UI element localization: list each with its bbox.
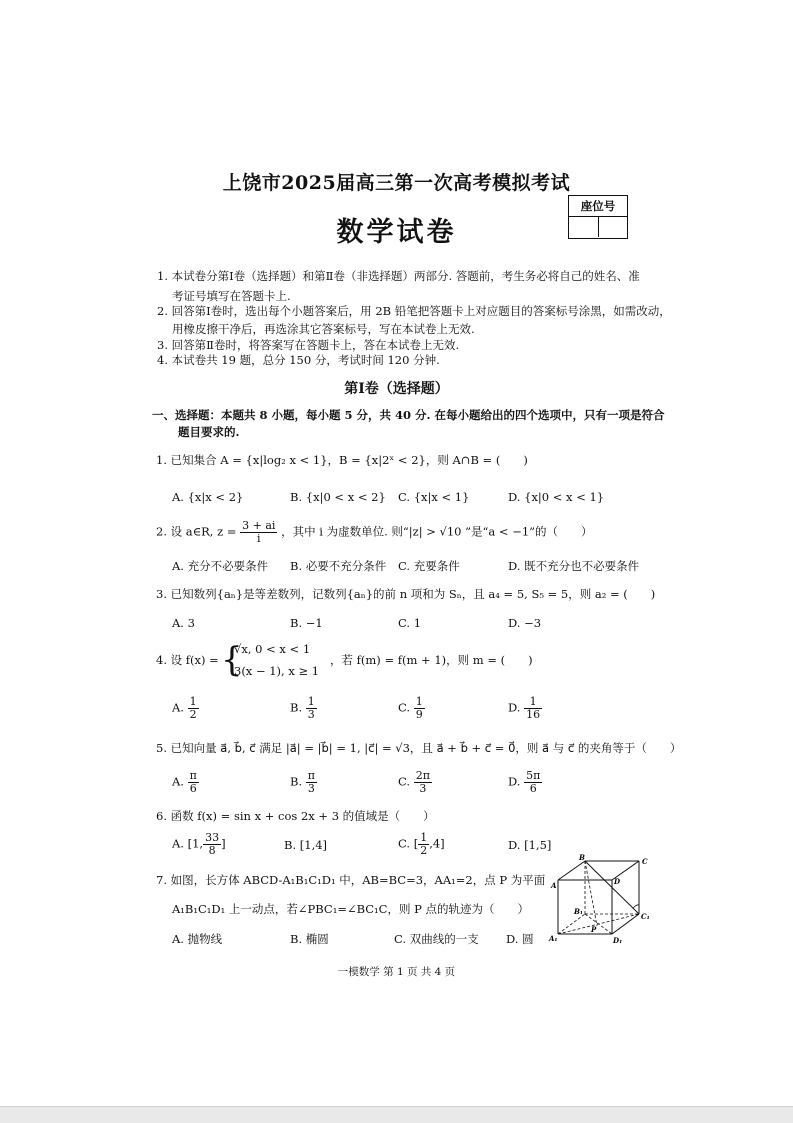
question-1-option-c: C. {x|x < 1} [398,490,470,504]
figure-label-a1: A₁ [549,934,558,943]
question-3-option-a: A. 3 [172,616,195,630]
question-2-option-a: A. 充分不必要条件 [172,559,269,573]
question-7-stem-line2: A₁B₁C₁D₁ 上一动点，若∠PBC₁=∠BC₁C，则 P 点的轨迹为（ ） [172,902,530,916]
question-3-option-c: C. 1 [398,616,422,630]
question-1-option-a: A. {x|x < 2} [172,490,244,504]
figure-label-d: D [614,877,621,886]
question-1-option-b: B. {x|0 < x < 2} [290,490,386,504]
figure-label-b1: B₁ [574,907,583,916]
question-6-option-d: D. [1,5] [508,838,552,852]
question-2-option-d: D. 既不充分也不必要条件 [508,559,640,573]
question-2-fraction-den: i [257,532,261,546]
seat-box-divider [598,216,599,237]
question-4-option-c: C. $\frac{1}{9}$ [398,695,423,722]
question-5-option-b: B. $\frac{\pi}{3}$ [290,769,315,796]
question-7-option-b: B. 椭圆 [290,932,329,946]
question-7-stem-line1: 7. 如图，长方体 ABCD-A₁B₁C₁D₁ 中，AB=BC=3，AA₁=2，点 P 为平面 [156,873,546,887]
question-6-option-c: C. [ $\frac{1}{2}$ ,4] [398,831,445,858]
figure-label-d1: D₁ [613,936,623,945]
page-footer: 一模数学 第 1 页 共 4 页 [337,966,456,978]
exam-subtitle: 数学试卷 [336,217,457,248]
question-2-stem-post: ，其中 i 为虚数单位. 则“|z| > √10 ”是“a < −1”的（ ） [281,524,593,539]
question-3-option-b: B. −1 [290,616,323,630]
question-5-option-d: D. $\frac{5\pi}{6}$ [508,769,541,796]
section-intro: 一、选择题：本题共 8 小题，每小题 5 分，共 40 分. 在每小题给出的四个选项中，只有一项是符合 [152,408,665,422]
seat-number-box [568,195,628,239]
question-4-option-a: A. $\frac{1}{2}$ [172,695,197,722]
question-2-option-c: C. 充要条件 [398,559,460,573]
figure-label-p: P [591,925,597,934]
question-6-stem: 6. 函数 f(x) = sin x + cos 2x + 3 的值域是（ ） [156,809,435,823]
piecewise-brace: { [221,640,243,680]
question-5-option-a: A. $\frac{\pi}{6}$ [172,769,197,796]
instruction-line: 考证号填写在答题卡上. [172,289,291,303]
question-4-stem-post: ，若 f(m) = f(m + 1)，则 m = ( ) [330,653,533,667]
instruction-line: 3. 回答第Ⅱ卷时，将答案写在答题卡上，答在本试卷上无效. [157,338,460,352]
instruction-line: 用橡皮擦干净后，再选涂其它答案标号，写在本试卷上无效. [172,322,475,336]
question-2-fraction-num: 3 + ai [242,519,276,532]
seat-number-label: 座位号 [569,196,627,217]
piecewise-case-2: 3(x − 1), x ≥ 1 [234,664,320,678]
question-7-option-a: A. 抛物线 [172,932,223,946]
exam-title: 上饶市2025届高三第一次高考模拟考试 [222,172,571,194]
figure-label-c: C [642,857,648,866]
figure-label-b: B [579,853,585,862]
question-5-option-c: C. $\frac{2\pi}{3}$ [398,769,430,796]
question-5-stem: 5. 已知向量 a⃗, b⃗, c⃗ 满足 |a⃗| = |b⃗| = 1, |c⃗| = √3，且 a⃗ + b⃗ + c⃗ = 0⃗，则 a⃗ 与 c⃗ 的夹角等于（ ） [156,741,682,755]
instruction-line: 2. 回答第Ⅰ卷时，选出每个小题答案后，用 2B 铅笔把答题卡上对应题目的答案标号涂黑，如需改动， [157,304,671,318]
piecewise-case-1: √x, 0 < x < 1 [234,642,311,656]
question-6-option-b: B. [1,4] [284,838,328,852]
question-1-option-d: D. {x|0 < x < 1} [508,490,605,504]
question-4-option-d: D. $\frac{1}{16}$ [508,695,541,722]
prism-figure [545,852,653,952]
question-7-option-c: C. 双曲线的一支 [394,932,479,946]
figure-label-c1: C₁ [641,912,650,921]
question-2-stem [156,520,593,545]
figure-label-a: A [551,881,557,890]
question-6-option-a: A. [1, $\frac{33}{8}$ ] [172,831,226,858]
instruction-line: 4. 本试卷共 19 题，总分 150 分，考试时间 120 分钟. [157,353,440,367]
question-4-stem-pre: 4. 设 f(x) = [156,653,219,667]
question-7-option-d: D. 圆 [506,932,534,946]
question-2-stem-pre: 2. 设 a∈R, z = [156,524,237,539]
question-4-option-b: B. $\frac{1}{3}$ [290,695,315,722]
question-3-stem: 3. 已知数列{aₙ}是等差数列，记数列{aₙ}的前 n 项和为 Sₙ，且 a₄ = 5, S₅ = 5，则 a₂ = ( ) [156,587,656,601]
instruction-line: 1. 本试卷分第Ⅰ卷（选择题）和第Ⅱ卷（非选择题）两部分. 答题前，考生务必将自己的姓名、准 [157,269,640,283]
section-title: 第Ⅰ卷（选择题） [344,381,449,397]
scan-bottom-band [0,1106,793,1123]
question-1-stem: 1. 已知集合 A = {x|log₂ x < 1}，B = {x|2ˣ < 2}，则 A∩B = ( ) [156,453,528,467]
question-3-option-d: D. −3 [508,616,542,630]
section-intro: 题目要求的. [178,425,240,439]
question-2-fraction [240,520,277,545]
question-2-option-b: B. 必要不充分条件 [290,559,387,573]
